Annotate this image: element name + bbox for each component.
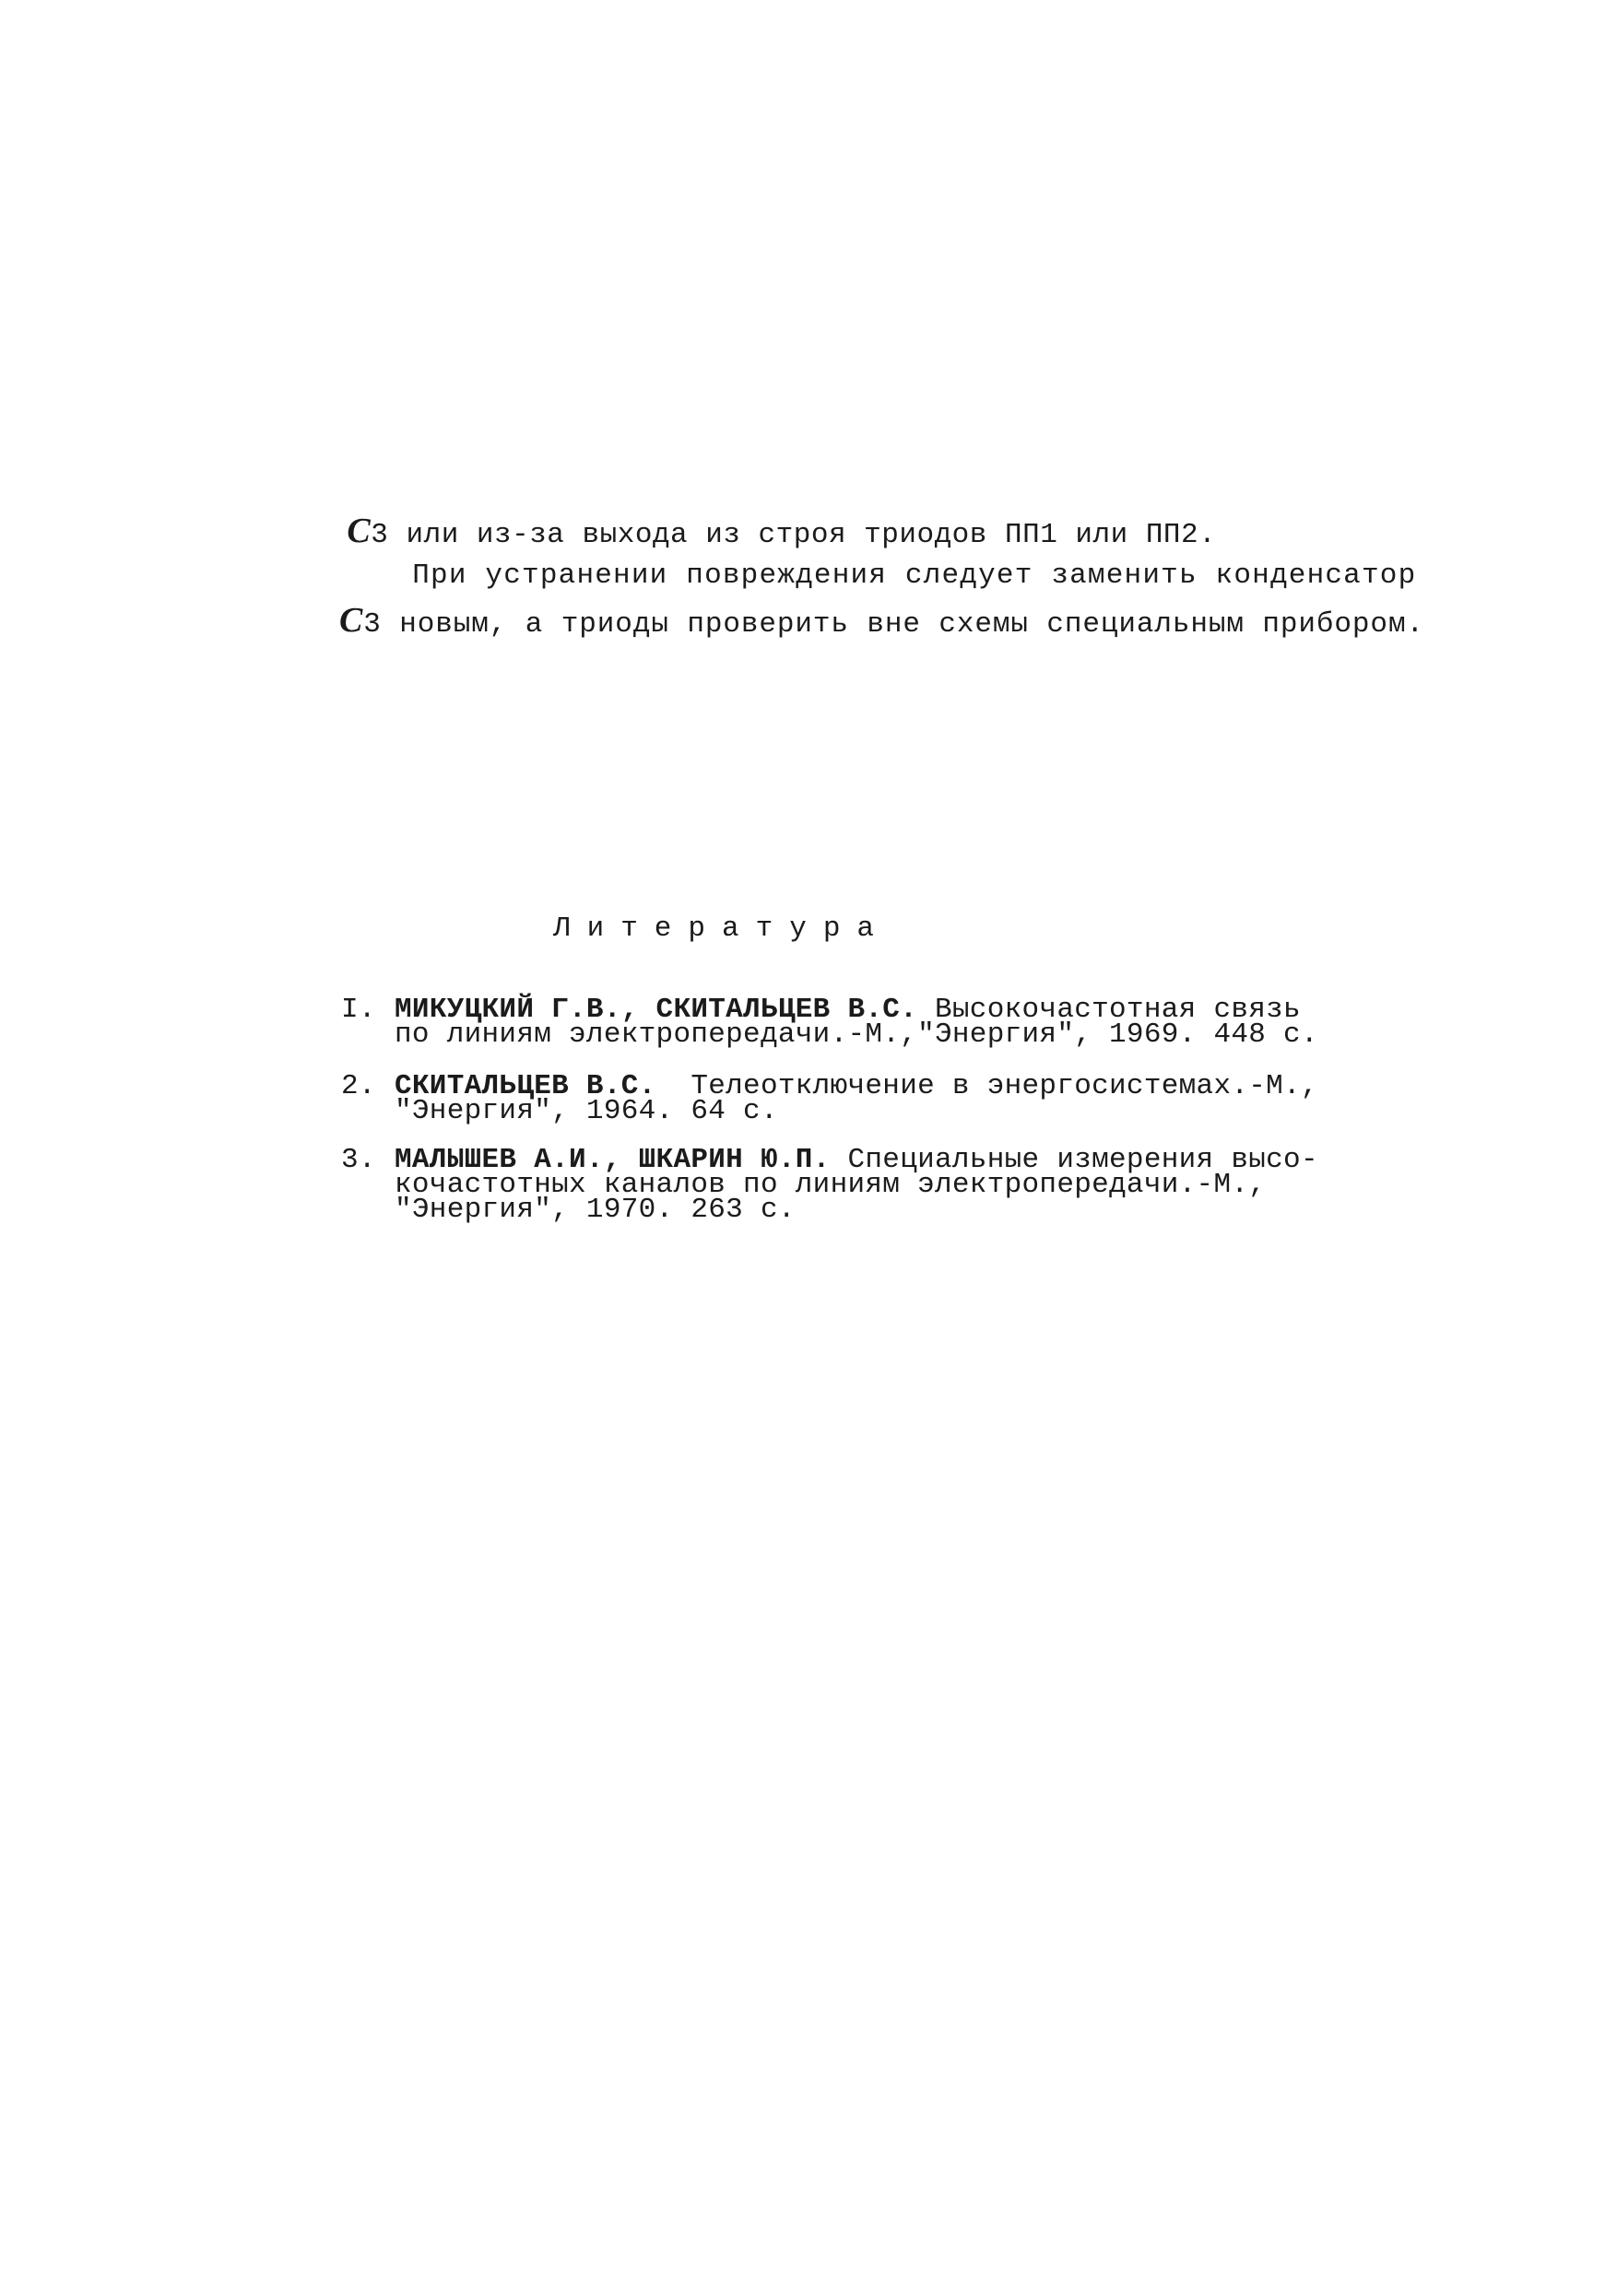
reference-line: по линиям электропередачи.-М.,"Энергия", 1969. 448 с. xyxy=(395,1018,1318,1051)
capacitor-symbol: С xyxy=(347,512,372,550)
reference-title: Специальные измерения высо- xyxy=(830,1144,1318,1176)
reference-line: кочастотных каналов по линиям электропередачи.-М., xyxy=(395,1169,1267,1201)
reference-title: Телеотключение в энергосистемах.-М., xyxy=(655,1070,1318,1102)
reference-line: "Энергия", 1970. 263 с. xyxy=(395,1194,796,1226)
literature-heading: Литература xyxy=(553,913,891,945)
reference-number: 3. xyxy=(341,1144,376,1176)
paragraph-text: При устранении повреждения следует заменить конденсатор xyxy=(412,559,1417,592)
reference-number: 2. xyxy=(341,1070,376,1102)
paragraph-line-3 xyxy=(267,571,1424,675)
reference-authors: СКИТАЛЬЦЕВ В.С. xyxy=(395,1070,656,1102)
reference-authors: МИКУЦКИЙ Г.В., СКИТАЛЬЦЕВ В.С. xyxy=(395,994,918,1026)
paragraph-text: 3 или из-за выхода из строя триодов ПП1 или ПП2. xyxy=(371,519,1217,551)
reference-authors: МАЛЫШЕВ А.И., ШКАРИН Ю.П. xyxy=(395,1144,831,1176)
paragraph-text: 3 новым, а триоды проверить вне схемы специальным прибором. xyxy=(363,608,1424,641)
reference-line: "Энергия", 1964. 64 с. xyxy=(395,1095,778,1127)
reference-number: I. xyxy=(341,994,376,1026)
capacitor-symbol: С xyxy=(339,601,364,640)
reference-title: Высокочастотная связь xyxy=(917,994,1301,1026)
